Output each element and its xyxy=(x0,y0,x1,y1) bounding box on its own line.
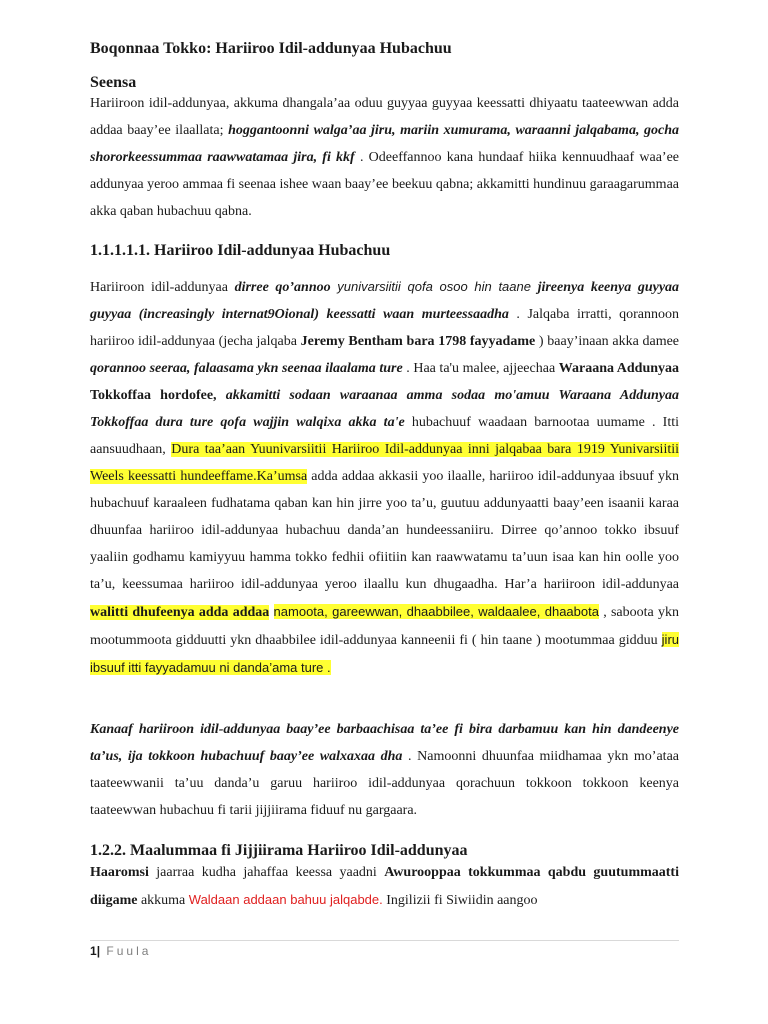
bold-italic-run: dirree qo’annoo xyxy=(234,280,331,295)
text-run: . Haa ta'u malee, ajjeechaa xyxy=(406,361,556,376)
section-heading-1-2-2: 1.2.2. Maalummaa fi Jijjiirama Hariiroo Idil-addunyaa xyxy=(90,842,468,859)
text-run: ) baay’inaan akka damee xyxy=(538,334,680,349)
bold-run: Haaromsi xyxy=(90,865,149,880)
bold-italic-run: qorannoo seeraa, falaasama ykn seenaa ilaalama ture xyxy=(90,361,403,376)
bold-italic-run: keessatti waan murteessaadha xyxy=(326,307,509,322)
bold-italic-run: akkamitti sodaan waraanaa amma sodaa mo'amuu Waraana Addunyaa Tokkoffaa dura ture qofa wajjin walqixa akka ta'e xyxy=(90,388,680,430)
seensa-paragraph xyxy=(90,90,679,225)
text-run: . Odeeffannoo kana hundaaf hiika kennuudhaaf waa’ee addunyaa yeroo ammaa fi seenaa ishee waan baay’ee beekuu qabna; akkamitti hundinuu garaagarummaa akka qaban hubachuu qabna. xyxy=(90,150,680,219)
highlighted-run: jiru ibsuuf itti fayyadamuu ni danda’ama ture . xyxy=(90,632,680,675)
text-run: hubachuuf waadaan barnootaa uumame . Itti aansuudhaan, xyxy=(90,415,679,457)
bold-run: Waraana Addunyaa Tokkoffaa hordofee, xyxy=(90,361,680,403)
text-run: . Namoonni dhuunfaa miidhamaa ykn mo’ataa taateewwanii ta’uu danda’u garuu hariiroo idil-addunyaa qorachuun tokkoon tokkoon keenya taateewwan hubachuu fi tarii jijjiirama fiduuf nu gargaara. xyxy=(90,749,679,818)
footer-label: Fuula xyxy=(106,944,152,958)
page-footer xyxy=(90,944,151,958)
chapter-title: Boqonnaa Tokko: Hariiroo Idil-addunyaa Hubachuu xyxy=(90,40,452,57)
section-2-paragraph xyxy=(90,859,679,914)
section-heading-1-1-1-1-1: 1.1.1.1.1. Hariiroo Idil-addunyaa Hubachuu xyxy=(90,242,391,259)
highlighted-run: namoota, gareewwan, dhaabbilee, waldaalee, dhaabota xyxy=(273,604,599,619)
section-1-paragraph xyxy=(90,273,679,682)
highlighted-bold-run: walitti dhufeenya adda addaa xyxy=(90,605,270,620)
bold-run: Awurooppaa tokkummaa qabdu guutummaatti diigame xyxy=(90,865,679,908)
italic-run: yunivarsiitii qofa osoo hin taane xyxy=(337,279,531,294)
footer-separator: | xyxy=(96,944,101,958)
text-run: . Jalqaba irratti, qorannoon hariiroo idil-addunyaa (jecha jalqaba xyxy=(90,307,679,349)
text-run: adda addaa akkasii yoo ilaalle, hariiroo idil-addunyaa ibsuuf ykn hubachuuf karaaleen fudhatama qaban kan hin jirre yoo ta’u, guutuu addunyaatti baay’een isaanii karaa dhuunfaa hariiroo idil-addunyaa hubachuu danda’an hundeessaniiru. Dirree qo’annoo tokko ibsuuf yaaliin godhamu kamiyyuu hamma tokko fedhii ofiitiin kan raawwatamu ta’uun isaa kan hin oolle yoo ta’u, keessumaa hariiroo idil-addunyaa yeroo ilaallu kun dhugaadha. Har’a hariiroon idil-addunyaa xyxy=(90,469,680,592)
bold-run: Jeremy Bentham bara 1798 fayyadame xyxy=(300,334,536,349)
text-run: jaarraa kudha jahaffaa keessa yaadni xyxy=(156,865,377,880)
text-run: , saboota ykn mootummoota gidduutti ykn dhaabbilee idil-addunyaa kanneenii fi ( hin taane ) mootummaa gidduu xyxy=(90,605,680,648)
text-run: Hariiroon idil-addunyaa xyxy=(90,280,228,295)
footer-divider xyxy=(90,940,679,941)
text-run: Hariiroon idil-addunyaa, akkuma dhangala’aa oduu guyyaa guyyaa keessatti dhiyaatu taateewwan adda addaa baay’ee ilaallata; xyxy=(90,96,679,138)
text-run: akkuma xyxy=(140,893,186,908)
seensa-heading: Seensa xyxy=(90,74,137,91)
highlighted-run: Dura taa’aan Yuunivarsiitii Hariiroo Idil-addunyaa inni jalqabaa bara 1919 Yunivarsiitii Weels keessatti hundeeffame.Ka’umsa xyxy=(90,442,680,484)
page-number: 1 xyxy=(90,944,97,958)
bold-italic-run: jireenya keenya guyyaa guyyaa (increasingly internat9Oional) xyxy=(90,280,680,322)
text-run: Ingilizii fi Siwiidin aangoo xyxy=(386,893,538,908)
bold-italic-run: Kanaaf hariiroon idil-addunyaa baay’ee barbaachisaa ta’ee fi bira darbamuu kan hin dandeenye ta’us, ija tokkoon hubachuuf baay’ee walxaxaa dha xyxy=(90,722,679,764)
section-1-closing-paragraph xyxy=(90,716,679,824)
red-text-run: Waldaan addaan bahuu jalqabde. xyxy=(188,892,383,907)
bold-italic-run: hoggantoonni walga’aa jiru, mariin xumurama, waraanni jalqabama, gocha shororkeessummaa raawwatamaa jira, fi kkf xyxy=(90,123,680,165)
